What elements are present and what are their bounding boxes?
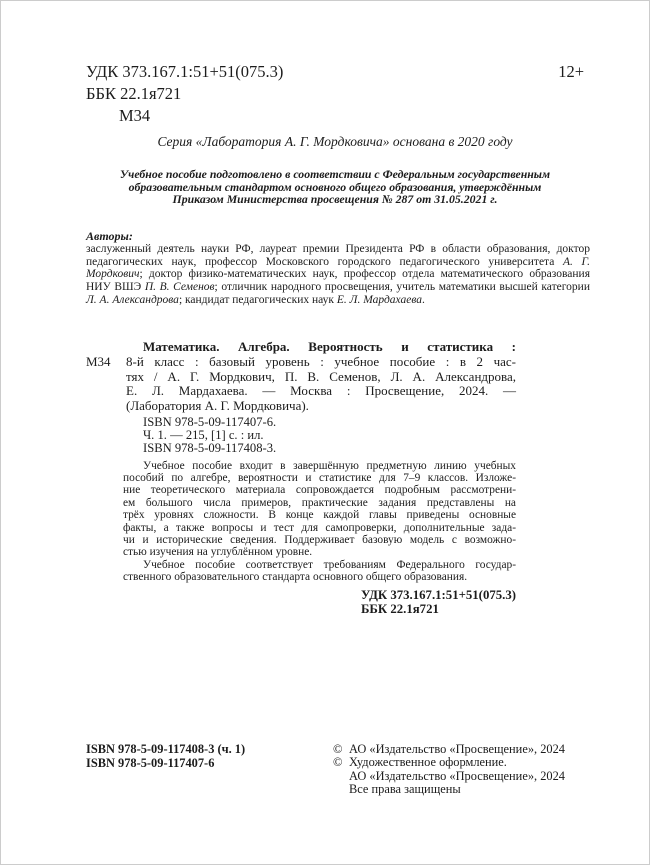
- annotation-line: Учебное пособие соответствует требованиям Федерального государ-: [143, 558, 516, 571]
- authors-paragraph: [86, 243, 590, 307]
- bibliographic-entry: [86, 340, 516, 414]
- authors-text-part: .: [422, 293, 425, 306]
- footer-isbn-set: ISBN 978-5-09-117407-6: [86, 755, 215, 770]
- isbn-block: [143, 416, 516, 456]
- isbn-set-line: ISBN 978-5-09-117408-3.: [143, 441, 277, 456]
- part-pages-line: Ч. 1. — 215, [1] с. : ил.: [143, 428, 264, 443]
- biblio-line: Е. Л. Мардахаева. — Москва : Просвещение, 2024. —: [126, 383, 516, 399]
- authors-text-part: ; доктор физико-математических наук, профессор отдела математического образования НИУ ВШЭ: [86, 268, 590, 294]
- footer-isbn-part: ISBN 978-5-09-117408-3 (ч. 1): [86, 742, 246, 756]
- annotation-line: трёх уровнях сложности. В конце каждой главы приведены основные: [123, 509, 516, 522]
- copyright-row: [333, 756, 565, 769]
- annotation-line: пособий по алгебре, вероятности и статистике для 7–9 классов. Изложе-: [123, 472, 516, 484]
- classification-footer: [361, 588, 516, 617]
- copyright-block: [333, 743, 565, 797]
- annotation-line: факты, а также вопросы и тест для самопроверки, дополнительные зада-: [123, 521, 516, 534]
- classification-header: [86, 61, 584, 127]
- udk-bottom-number: УДК 373.167.1:51+51(075.3): [360, 587, 516, 602]
- authors-text-part: ; кандидат педагогических наук: [178, 293, 337, 306]
- copyright-sign: ©: [333, 755, 343, 770]
- annotation-line: стью изучения на углублённом уровне.: [123, 546, 313, 559]
- footer-isbn-block: [86, 743, 245, 771]
- annotation-line: ем большого числа примеров, практические задания представлены на: [123, 496, 516, 509]
- authors-text-part: заслуженный деятель науки РФ, лауреат премии Президента РФ в области образования, доктор педагогических наук, профессор Московского городского педагогического университета: [86, 243, 590, 268]
- classification-footer-wrap: [86, 588, 516, 618]
- biblio-line: 8-й класс : базовый уровень : учебное пособие : в 2 час-: [126, 353, 516, 369]
- authors-label: Авторы:: [86, 229, 133, 243]
- biblio-line: (Лаборатория А. Г. Мордковича).: [126, 398, 309, 414]
- biblio-line: тях / А. Г. Мордкович, П. В. Семенов, Л. А. Александрова,: [126, 368, 516, 384]
- author-name-aleksandrova: Л. А. Александрова: [86, 293, 179, 306]
- age-rating-badge: 12+: [558, 62, 584, 81]
- author-name-semenov: П. В. Семенов: [144, 281, 215, 294]
- udk-number: УДК 373.167.1:51+51(075.3): [86, 62, 284, 81]
- standard-note: Учебное пособие подготовлено в соответствии с Федеральным государственным образовательным стандартом основного общего образования, утверждённым Приказом Министерства просвещения № 287 от 31.05.2021 г.: [119, 167, 551, 207]
- copyright-text: Все права защищены: [349, 782, 461, 797]
- author-sign: М34: [119, 106, 151, 125]
- authors-section: [86, 230, 590, 307]
- copyright-text: Художественное оформление.: [349, 755, 507, 770]
- annotation-line: чи и исторические сведения. Поддерживает базовую модель с возможно-: [123, 534, 516, 547]
- catalog-card: [86, 340, 516, 618]
- copyright-row: [333, 783, 565, 796]
- annotation-line: Учебное пособие входит в завершённую предметную линию учебных: [143, 459, 516, 472]
- copyright-sign: ©: [333, 742, 343, 756]
- author-name-mordkovich: А. Г. Мордкович: [86, 255, 590, 281]
- author-name-mardakhaeva: Е. Л. Мардахаева: [336, 293, 423, 306]
- bbk-bottom-number: ББК 22.1я721: [360, 602, 439, 617]
- copyright-row: [333, 770, 565, 783]
- copyright-sign: [333, 770, 349, 783]
- series-note: Серия «Лаборатория А. Г. Мордковича» основана в 2020 году: [157, 134, 513, 149]
- copyright-row: [333, 743, 565, 756]
- annotation-line: ственного образовательного стандарта основного общего образования.: [123, 571, 468, 584]
- bbk-number: ББК 22.1я721: [86, 84, 182, 103]
- copyright-text: АО «Издательство «Просвещение», 2024: [349, 768, 565, 783]
- biblio-title-line: Математика. Алгебра. Вероятность и статистика :: [143, 339, 516, 354]
- authors-text-part: ; отличник народного просвещения, учитель математики высшей категории: [214, 281, 590, 294]
- copyright-text: АО «Издательство «Просвещение», 2024: [349, 742, 565, 756]
- isbn-part1-line: ISBN 978-5-09-117407-6.: [143, 414, 277, 429]
- annotation: [123, 460, 516, 584]
- annotation-line: ние теоретического материала сопровождается подробным рассмотрени-: [123, 484, 516, 497]
- copyright-sign: [333, 783, 349, 796]
- author-sign-label: М34: [86, 353, 111, 369]
- udk-row: [86, 61, 584, 83]
